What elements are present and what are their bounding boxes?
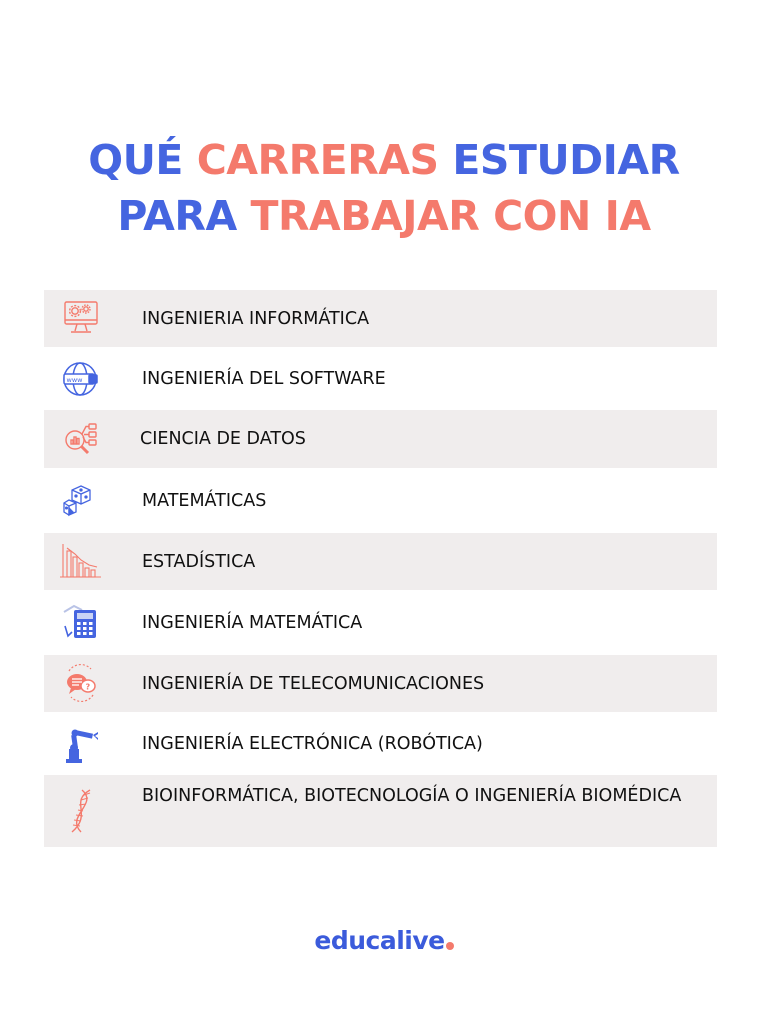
list-item-matematicas	[44, 468, 717, 533]
title-words-trabajar-con-ia: TRABAJAR CON IA	[250, 192, 651, 240]
list-item-label: MATEMÁTICAS	[142, 490, 267, 511]
list-item-label: BIOINFORMÁTICA, BIOTECNOLOGÍA O INGENIERÍA BIOMÉDICA	[142, 786, 682, 806]
svg-text:?: ?	[85, 682, 91, 692]
page-title	[0, 132, 768, 244]
list-item-label: INGENIERÍA DEL SOFTWARE	[142, 368, 386, 389]
list-item-label: INGENIERÍA MATEMÁTICA	[142, 612, 363, 633]
list-item-ingenieria-matematica	[44, 590, 717, 655]
list-item-label: ESTADÍSTICA	[142, 551, 256, 572]
svg-text:www: www	[66, 376, 83, 384]
bar-chart-icon	[58, 538, 104, 584]
list-item-label: INGENIERIA INFORMÁTICA	[142, 308, 370, 329]
list-item-ingenieria-electronica	[44, 712, 717, 775]
cubes-icon	[58, 478, 104, 524]
brand-name: educalive	[314, 926, 445, 955]
calculator-icon	[58, 600, 104, 646]
robot-arm-icon	[58, 721, 104, 767]
title-line-1	[0, 132, 768, 188]
list-item-ingenieria-informatica	[44, 290, 717, 347]
list-item-bioinformatica	[44, 775, 717, 847]
list-item-estadistica	[44, 533, 717, 590]
globe-www-icon	[58, 356, 104, 402]
list-item-label: INGENIERÍA ELECTRÓNICA (ROBÓTICA)	[142, 733, 483, 754]
title-line-2	[0, 188, 768, 244]
title-word-carreras: CARRERAS	[196, 136, 439, 184]
computer-gears-icon	[58, 295, 104, 341]
title-word-que: QUÉ	[88, 136, 183, 184]
list-item-ingenieria-de-telecomunicaciones	[44, 655, 717, 712]
brand-dot-icon	[446, 942, 454, 950]
chat-bubbles-icon	[58, 660, 104, 706]
title-word-estudiar: ESTUDIAR	[452, 136, 680, 184]
list-item-label: INGENIERÍA DE TELECOMUNICACIONES	[142, 673, 485, 694]
title-word-para: PARA	[117, 192, 237, 240]
list-item-ciencia-de-datos	[44, 410, 717, 468]
list-item-label: CIENCIA DE DATOS	[140, 429, 306, 449]
list-item-ingenieria-del-software	[44, 347, 717, 410]
data-analysis-icon	[58, 416, 104, 462]
dna-icon	[58, 788, 104, 834]
brand-logo	[0, 926, 768, 955]
